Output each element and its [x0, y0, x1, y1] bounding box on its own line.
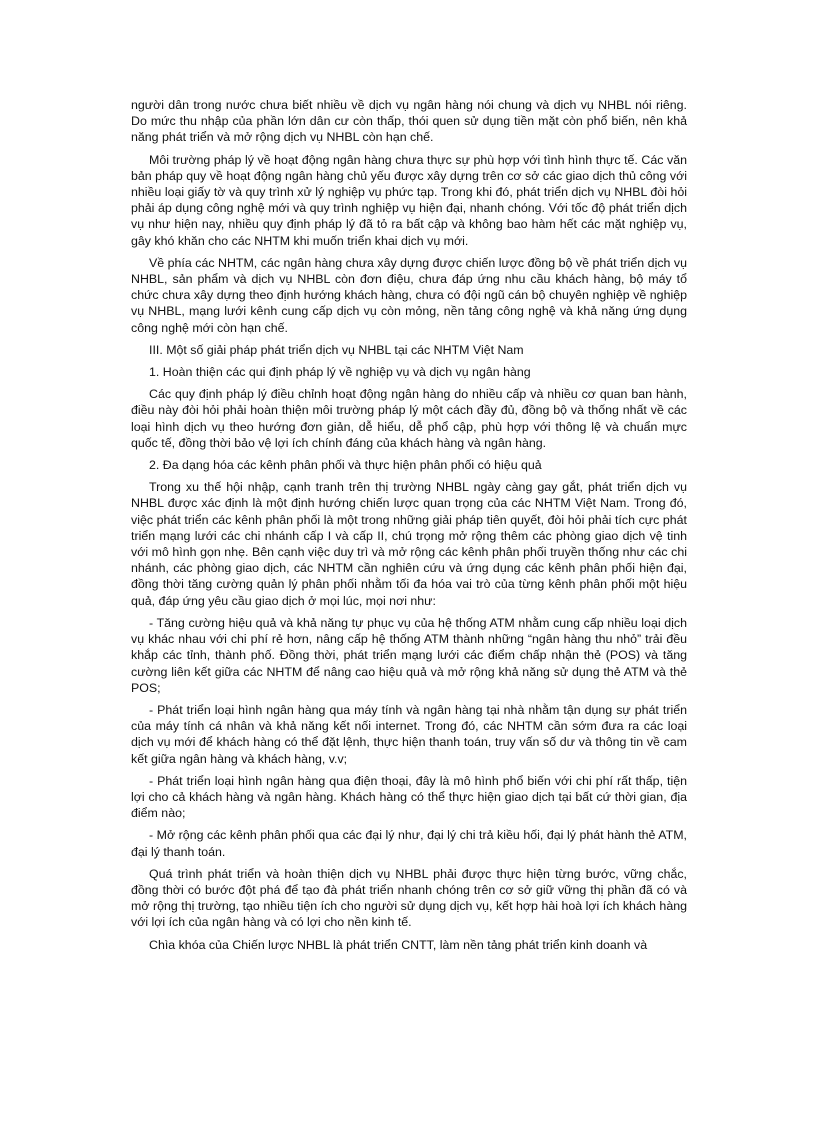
subheading-legal-regulations: 1. Hoàn thiện các qui định pháp lý về nghiệp vụ và dịch vụ ngân hàng — [149, 365, 531, 380]
list-item-phone-banking: - Phát triển loại hình ngân hàng qua điện thoại, đây là mô hình phổ biến với chi phí rất thấp, tiện lợi cho cả khách hàng và ngân hàng. Khách hàng có thể thực hiện giao dịch tại bất cứ thời gian, địa điểm nào; — [131, 773, 687, 821]
document-page — [131, 97, 687, 959]
subheading-distribution-channels: 2. Đa dạng hóa các kênh phân phối và thực hiện phân phối có hiệu quả — [149, 458, 542, 473]
paragraph-development-process: Quá trình phát triển và hoàn thiện dịch vụ NHBL phải được thực hiện từng bước, vững chắc, đồng thời có bước đột phá để tạo đà phát triển nhanh chóng trên cơ sở giữ vững thị phần đã có và mở rộng thị trường, tạo nhiều tiện ích cho người sử dụng dịch vụ, kết hợp hài hoà lợi ích khách hàng với lợi ích của ngân hàng và có lợi cho nền kinh tế. — [131, 866, 687, 930]
section-heading-solutions: III. Một số giải pháp phát triển dịch vụ NHBL tại các NHTM Việt Nam — [149, 342, 524, 357]
paragraph-key-strategy: Chìa khóa của Chiến lược NHBL là phát triển CNTT, làm nền tảng phát triển kinh doanh và — [149, 937, 648, 952]
list-item-home-banking: - Phát triển loại hình ngân hàng qua máy tính và ngân hàng tại nhà nhằm tận dụng sự phát triển của máy tính cá nhân và khả năng kết nối internet. Trong đó, các NHTM cần sớm đưa ra các loại dịch vụ mới để khách hàng có thể đặt lệnh, thực hiện thanh toán, truy vấn số dư và thông tin về cam kết giữa ngân hàng và khách hàng, v.v; — [131, 702, 687, 766]
paragraph-nhtm-side: Về phía các NHTM, các ngân hàng chưa xây dựng được chiến lược đồng bộ về phát triển dịch vụ NHBL, sản phẩm và dịch vụ NHBL còn đơn điệu, chưa đáp ứng nhu cầu khách hàng, bộ máy tổ chức chưa xây dựng theo định hướng khách hàng, chưa có đội ngũ cán bộ chuyên nghiệp về nghiệp vụ NHBL, mạng lưới kênh cung cấp dịch vụ còn mỏng, nền tảng công nghệ và khả năng ứng dụng công nghệ mới còn hạn chế. — [131, 255, 687, 335]
paragraph-legal-environment: Môi trường pháp lý về hoạt động ngân hàng chưa thực sự phù hợp với tình hình thực tế. Các văn bản pháp quy về hoạt động ngân hàng chủ yếu được xây dựng trên cơ sở các giao dịch thủ công với nhiều loại giấy tờ và quy trình xử lý nghiệp vụ phức tạp. Trong khi đó, phát triển dịch vụ NHBL đòi hỏi phải áp dụng công nghệ mới và quy trình nghiệp vụ hiện đại, nhanh chóng. Với tốc độ phát triển dịch vụ như hiện nay, nhiều quy định pháp lý đã tỏ ra bất cập và không bao hàm hết các mặt nghiệp vụ, gây khó khăn cho các NHTM khi muốn triển khai dịch vụ mới. — [131, 152, 687, 248]
paragraph-distribution-channels: Trong xu thế hội nhập, cạnh tranh trên thị trường NHBL ngày càng gay gắt, phát triển dịch vụ NHBL được xác định là một định hướng chiến lược quan trọng của các NHTM Việt Nam. Trong đó, việc phát triển các kênh phân phối là một trong những giải pháp tiên quyết, đòi hỏi phải tích cực phát triển mạng lưới các chi nhánh cấp I và cấp II, chú trọng mở rộng thêm các phòng giao dịch vệ tinh với mô hình gọn nhẹ. Bên cạnh việc duy trì và mở rộng các kênh phân phối truyền thống như các chi nhánh, các phòng giao dịch, các NHTM cần nghiên cứu và ứng dụng các kênh phân phối hiện đại, đồng thời tăng cường quản lý phân phối nhằm tối đa hóa vai trò của từng kênh phân phối một hiệu quả, đáp ứng yêu cầu giao dịch ở mọi lúc, mọi nơi như: — [131, 480, 687, 608]
paragraph-legal-regulations: Các quy định pháp lý điều chỉnh hoạt động ngân hàng do nhiều cấp và nhiều cơ quan ban hành, điều này đòi hỏi phải hoàn thiện môi trường pháp lý một cách đầy đủ, đồng bộ và thống nhất về các loại hình dịch vụ theo hướng đơn giản, dễ hiểu, dễ phổ cập, phù hợp với thông lệ và chuẩn mực quốc tế, đồng thời bảo vệ lợi ích chính đáng của khách hàng và ngân hàng. — [131, 387, 687, 450]
list-item-agents: - Mở rộng các kênh phân phối qua các đại lý như, đại lý chi trả kiều hối, đại lý phát hành thẻ ATM, đại lý thanh toán. — [131, 828, 687, 859]
list-item-atm: - Tăng cường hiệu quả và khả năng tự phục vụ của hệ thống ATM nhằm cung cấp nhiều loại dịch vụ khác nhau với chi phí rẻ hơn, nâng cấp hệ thống ATM thành những “ngân hàng thu nhỏ” trải đều khắp các tỉnh, thành phố. Đồng thời, phát triển mạng lưới các điểm chấp nhận thẻ (POS) và tăng cường liên kết giữa các NHTM để nâng cao hiệu quả và mở rộng khả năng sử dụng thẻ ATM và thẻ POS; — [131, 615, 687, 695]
paragraph-intro-continuation: người dân trong nước chưa biết nhiều về dịch vụ ngân hàng nói chung và dịch vụ NHBL nói riêng. Do mức thu nhập của phần lớn dân cư còn thấp, thói quen sử dụng tiền mặt còn phổ biến, nên khả năng phát triển và mở rộng dịch vụ NHBL còn hạn chế. — [131, 98, 687, 145]
